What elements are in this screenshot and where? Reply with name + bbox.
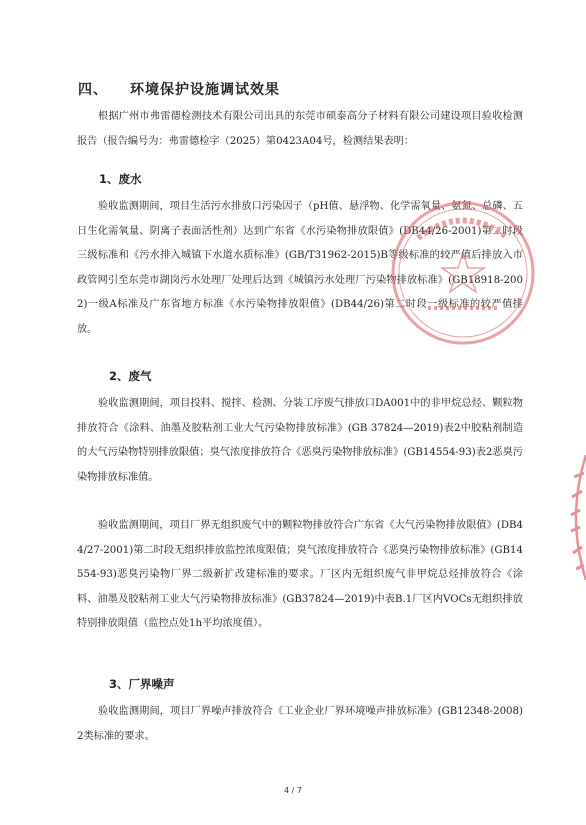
edge-seal [566,455,586,580]
page-number: 4 / 7 [284,786,302,795]
section-title: 环境保护设施调试效果 [130,82,280,98]
section-number: 四、 [78,82,108,98]
wastewater-paragraph: 验收监测期间，项目生活污水排放口污染因子（pH值、悬浮物、化学需氧量、氨氮、总磷、五日生化需氧量、阴离子表面活性剂）达到广东省《水污染物排放限值》(DB44/26-2001)第二时段三级标准和《污水排入城镇下水道水质标准》(GB/T31962-2015)B等级标准的较严值后排放入市政管网引至东莞市湖岗污水处理厂处理后达到《城镇污水处理厂污染物排放标准》(GB18918-2002)一级A标准及广东省地方标准《水污染物排放限值》(DB44/26)第二时段一级标准的较严值排放。 [77,201,523,335]
exhaust-paragraph-2: 验收监测期间，项目厂界无组织废气中的颗粒物排放符合广东省《大气污染物排放限值》(DB44/27-2001)第二时段无组织排放监控浓度限值；臭气浓度排放符合《恶臭污染物排放标准》(GB14554-93)恶臭污染物厂界二级新扩改建标准的要求。厂区内无组织废气非甲烷总烃排放符合《涂料、油墨及胶粘剂工业大气污染物排放标准》(GB37824—2019)中表B.1厂区内VOCs无组织排放特别排放限值（监控点处1h平均浓度值）。 [77,520,523,630]
noise-heading: 3、厂界噪声 [109,677,175,691]
section-heading [78,79,280,99]
noise-paragraph: 验收监测期间，项目厂界噪声排放符合《工业企业厂界环境噪声排放标准》(GB12348-2008)2类标准的要求。 [77,706,523,742]
exhaust-heading: 2、废气 [109,369,152,383]
exhaust-paragraph-1: 验收监测期间，项目投料、搅拌、检测、分装工序废气排放口DA001中的非甲烷总烃、颗粒物排放符合《涂料、油墨及胶粘剂工业大气污染物排放标准》(GB 37824—2019)表2中胶粘剂制造的大气污染物特别排放限值；臭气浓度排放符合《恶臭污染物排放标准》(GB14554-93)表2恶臭污染物排放标准值。 [77,398,523,483]
wastewater-heading: 1、废水 [99,172,142,186]
intro-paragraph: 根据广州市弗雷德检测技术有限公司出具的东莞市硕泰高分子材料有限公司建设项目验收检测报告（报告编号为：弗雷德检字（2025）第0423A04号，检测结果表明： [77,111,523,147]
